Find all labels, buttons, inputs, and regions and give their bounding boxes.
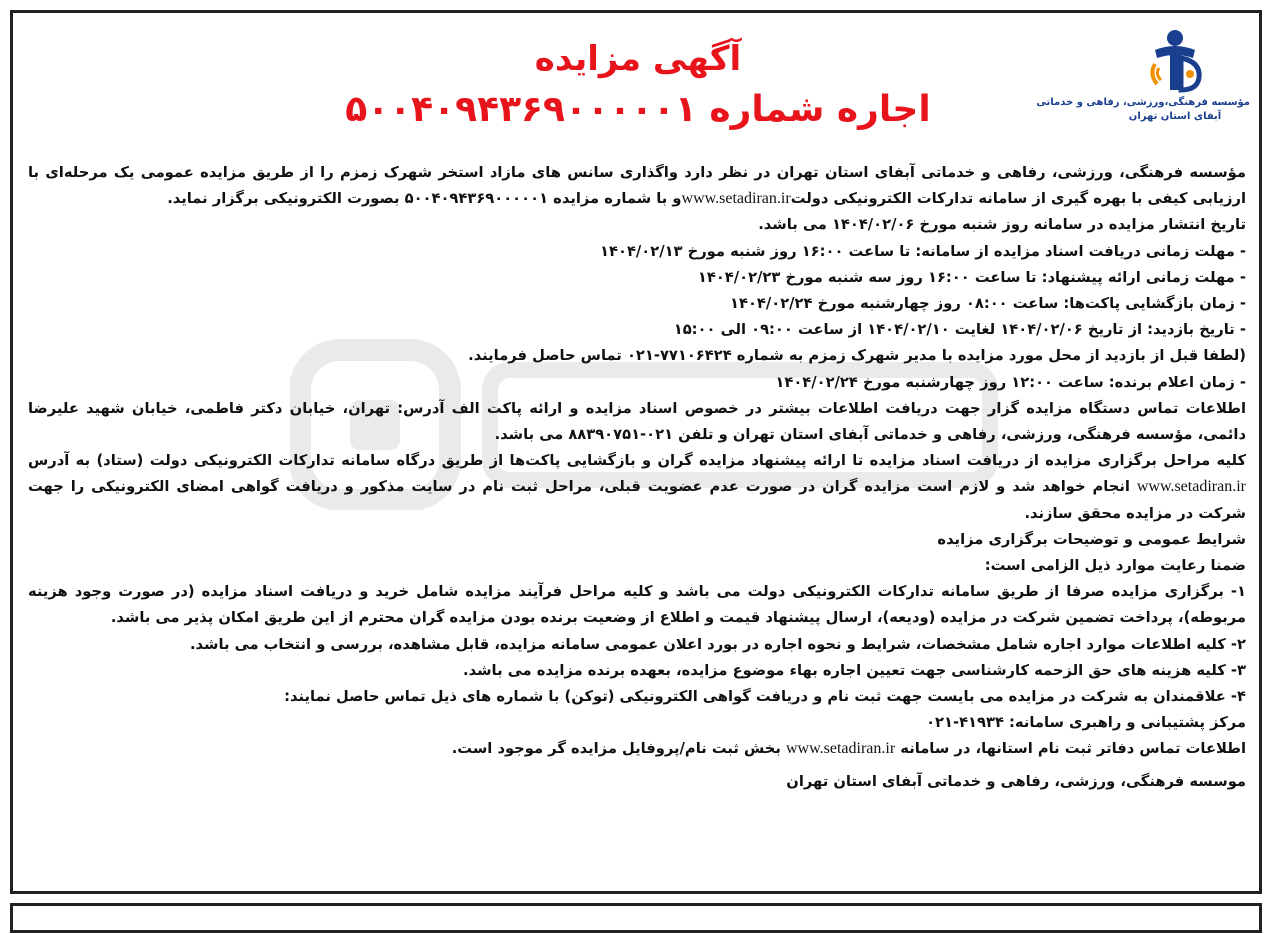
publish-date: تاریخ انتشار مزایده در سامانه روز شنبه مورخ ۱۴۰۴/۰۲/۰۶ می باشد.: [758, 216, 1246, 234]
intro-text-1: مؤسسه فرهنگی، ورزشی، رفاهی و خدماتی آبفای استان تهران در نظر دارد واگذاری سانس های مازاد استخر شهرک زمزم را از طریق مزایده عمومی یک مرحله‌ای با ارزیابی کیفی با بهره گیری از سامانه تدارکات الکترونیکی دولت: [28, 164, 1246, 208]
organization-logo: [1036, 28, 1250, 124]
stages-text-2: انجام خواهد شد و لازم است مزایده گران در صورت عدم عضویت قبلی، مراحل ثبت نام در سایت مذکور و دریافت گواهی امضای الکترونیکی را جهت شرکت در مزایده محقق سازند.: [28, 478, 1246, 522]
visit-note: (لطفا قبل از بازدید از محل مورد مزایده با مدیر شهرک زمزم به شماره ۷۷۱۰۶۴۲۴-۰۲۱ تماس حاصل فرمایند.: [468, 347, 1246, 365]
deadline-docs: - مهلت زمانی دریافت اسناد مزایده از سامانه: تا ساعت ۱۶:۰۰ روز شنبه مورخ ۱۴۰۴/۰۲/۱۳: [600, 242, 1246, 260]
visit-dates: - تاریخ بازدید: از تاریخ ۱۴۰۴/۰۲/۰۶ لغایت ۱۴۰۴/۰۲/۱۰ از ساعت ۰۹:۰۰ الی ۱۵:۰۰: [673, 321, 1246, 339]
conditions-intro: ضمنا رعایت موارد ذیل الزامی است:: [984, 557, 1246, 575]
intro-paragraph: [28, 160, 1246, 212]
deadline-offer: - مهلت زمانی ارائه پیشنهاد: تا ساعت ۱۶:۰۰ روز سه شنبه مورخ ۱۴۰۴/۰۲/۲۳: [697, 268, 1246, 286]
notice-header: [200, 36, 1076, 138]
signature: موسسه فرهنگی، ورزشی، رفاهی و خدماتی آبفای استان تهران: [786, 772, 1246, 790]
condition-item-1: ۱- برگزاری مزایده صرفا از طریق سامانه تدارکات الکترونیکی دولت می باشد و کلیه مراحل فرآیند مزایده شامل خرید و دریافت اسناد مزایده (در صورت وجود هزینه مربوطه)، پرداخت تضمین شرکت در مزایده (ودیعه)، ارسال پیشنهاد قیمت و اطلاع از وضعیت برنده بودن مزایده گران محترم از این طریق امکان پذیر می باشد.: [28, 583, 1246, 627]
winner-announcement: - زمان اعلام برنده: ساعت ۱۲:۰۰ روز چهارشنبه مورخ ۱۴۰۴/۰۲/۲۴: [775, 373, 1246, 391]
offices-text-1: اطلاعات تماس دفاتر ثبت نام استانها، در سامانه: [900, 740, 1246, 758]
stages-text-1: کلیه مراحل برگزاری مزایده از دریافت اسناد مزایده تا ارائه پیشنهاد مزایده گران و بازگشایی پاکت‌ها از طریق درگاه سامانه تدارکات الکترونیکی دولت (ستاد) به آدرس: [28, 452, 1246, 470]
notice-body: [28, 160, 1246, 795]
intro-text-2: و با شماره مزایده ۵۰۰۴۰۹۴۳۶۹۰۰۰۰۰۱ بصورت الکترونیکی برگزار نماید.: [167, 190, 682, 208]
conditions-title: شرایط عمومی و توضیحات برگزاری مزایده: [937, 530, 1246, 548]
notice-subtitle: اجاره شماره ۵۰۰۴۰۹۴۳۶۹۰۰۰۰۰۱: [345, 89, 931, 130]
offices-info: [28, 736, 1246, 762]
condition-item-2: ۲- کلیه اطلاعات موارد اجاره شامل مشخصات، شرایط و نحوه اجاره در بورد اعلان عمومی سامانه مزایده، قابل مشاهده، بررسی و انتخاب می باشد.: [189, 635, 1246, 653]
offices-text-2: بخش ثبت نام/پروفایل مزایده گر موجود است.: [451, 740, 781, 758]
condition-item-3: ۳- کلیه هزینه های حق الزحمه کارشناسی جهت تعیین اجاره بهاء موضوع مزایده، بعهده برنده مزایده می باشد.: [463, 661, 1246, 679]
contact-info: اطلاعات تماس دستگاه مزایده گزار جهت دریافت اطلاعات بیشتر در خصوص اسناد مزایده و ارائه پاکت الف آدرس: تهران، خیابان دکتر فاطمی، خیابان شهید علیرضا دائمی، مؤسسه فرهنگی، ورزشی، رفاهی و خدماتی آبفای استان تهران و تلفن ۰۲۱-۸۸۳۹۰۷۵۱ می باشد.: [28, 399, 1246, 444]
condition-item-4: ۴- علاقمندان به شرکت در مزایده می بایست جهت ثبت نام و دریافت گواهی الکترونیکی (توکن) با شماره های ذیل تماس حاصل نمایند:: [284, 688, 1246, 706]
setadiran-link[interactable]: www.setadiran.ir: [681, 190, 791, 208]
setadiran-link-2[interactable]: www.setadiran.ir: [1136, 478, 1246, 496]
logo-line-1: مؤسسه فرهنگی،ورزشی، رفاهی و خدماتی: [1036, 97, 1250, 108]
support-center: مرکز پشتیبانی و راهبری سامانه: ۴۱۹۳۴-۰۲۱: [926, 714, 1246, 732]
notice-title: آگهی مزایده: [534, 39, 742, 79]
logo-line-2: آبفای استان تهران: [1128, 111, 1222, 122]
stages-paragraph: [28, 448, 1246, 527]
setadiran-link-3[interactable]: www.setadiran.ir: [786, 740, 896, 758]
opening-time: - زمان بازگشایی پاکت‌ها: ساعت ۰۸:۰۰ روز چهارشنبه مورخ ۱۴۰۴/۰۲/۲۴: [730, 295, 1246, 313]
organization-emblem-icon: [1145, 28, 1205, 96]
next-notice-frame: [10, 903, 1262, 933]
